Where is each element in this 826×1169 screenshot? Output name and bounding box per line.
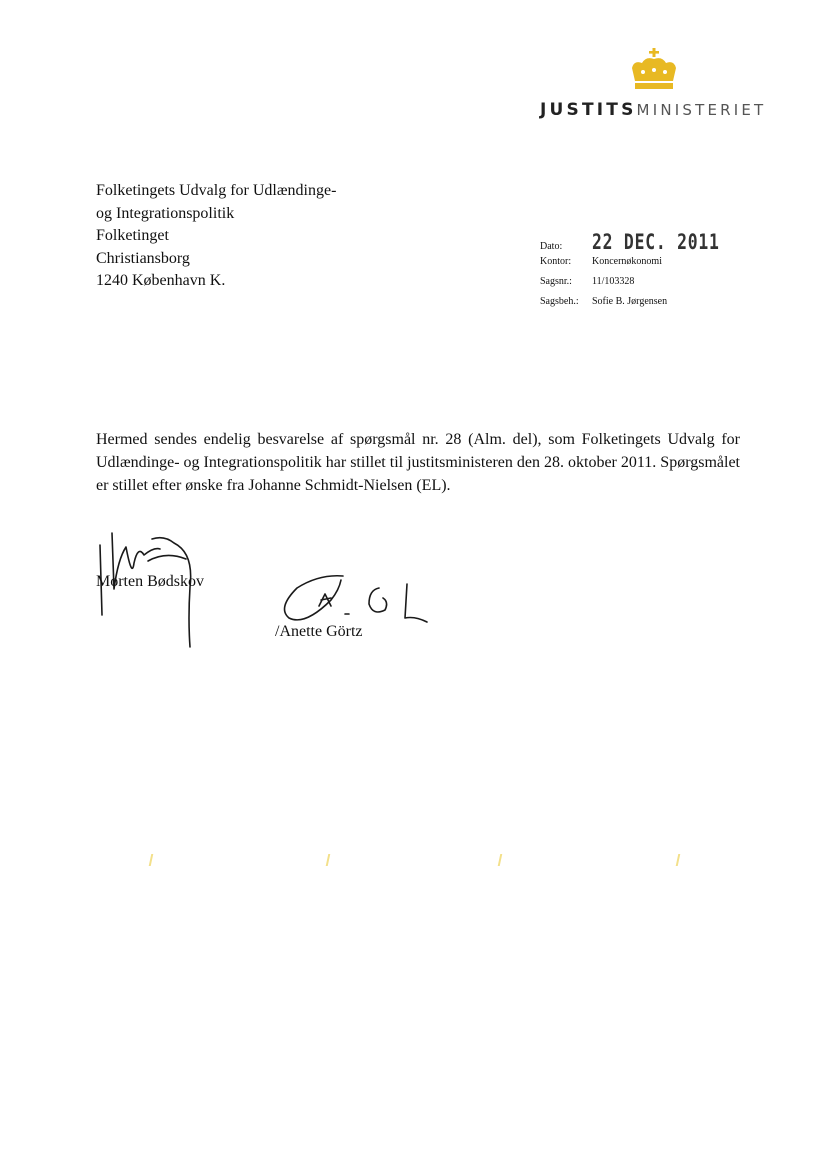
case-metadata: [540, 232, 756, 312]
brand-light: MINISTERIET: [636, 101, 767, 119]
case-number-label: Sagsnr.:: [540, 276, 572, 287]
official-name: /Anette Görtz: [275, 623, 363, 640]
scan-mark: [326, 854, 331, 866]
recipient-line: og Integrationspolitik: [96, 204, 235, 222]
recipient-line: Folketinget: [96, 227, 169, 244]
meta-row-office: [540, 252, 756, 272]
minister-name: Morten Bødskov: [96, 573, 204, 590]
brand-bold: JUSTITS: [540, 100, 637, 120]
office-value: Koncernøkonomi: [592, 256, 662, 267]
letter-body: [96, 428, 740, 497]
crown-icon: [628, 48, 680, 94]
ministry-logotype: [540, 100, 766, 120]
meta-row-date: [540, 232, 756, 252]
scan-mark: [498, 854, 503, 866]
recipient-line: Folketingets Udvalg for Udlændinge-: [96, 182, 337, 199]
meta-row-case-number: [540, 272, 756, 292]
case-number-value: 11/103328: [592, 276, 635, 287]
date-label: Dato:: [540, 241, 563, 252]
case-handler-value: Sofie B. Jørgensen: [592, 296, 668, 307]
recipient-address: [96, 180, 336, 293]
scan-mark: [149, 854, 154, 866]
case-handler-label: Sagsbeh.:: [540, 296, 579, 307]
office-label: Kontor:: [540, 256, 572, 267]
date-stamp: 22 DEC. 2011: [592, 230, 720, 254]
recipient-line: 1240 København K.: [96, 272, 226, 289]
meta-row-case-handler: [540, 292, 756, 312]
scan-mark: [676, 854, 681, 866]
recipient-line: Christiansborg: [96, 249, 190, 267]
body-paragraph: Hermed sendes endelig besvarelse af spørgsmål nr. 28 (Alm. del), som Folketingets Udvalg for Udlændinge- og Integrationspolitik har stillet til justitsministeren den 28. oktober 2011. Spørgsmålet er stillet efter ønske fra Johanne Schmidt-Nielsen (EL).: [96, 431, 740, 494]
